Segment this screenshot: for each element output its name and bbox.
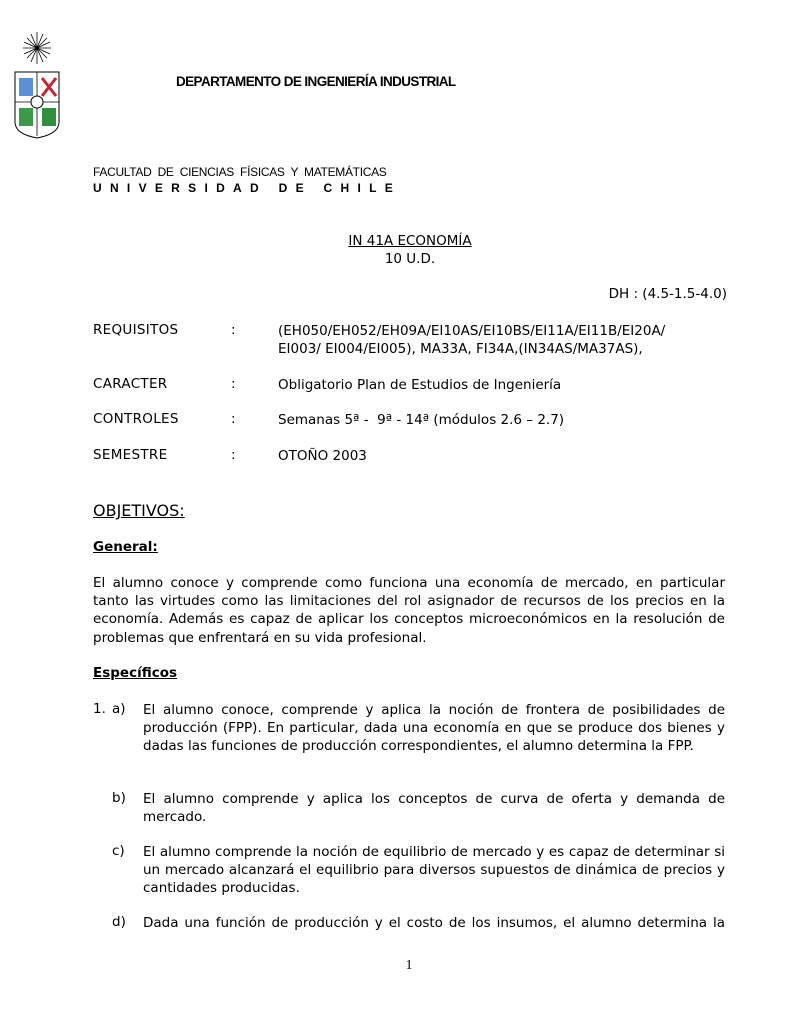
specific-item-d: Dada una función de producción y el costo de los insumos, el alumno determina la xyxy=(143,915,725,931)
course-title-text: IN 41A ECONOMÍA xyxy=(348,233,472,249)
page-number: 1 xyxy=(405,958,413,973)
item-letter: c) xyxy=(112,843,125,859)
info-value-line: (EH050/EH052/EH09A/EI10AS/EI10BS/EI11A/EI11B/EI20A/ xyxy=(278,323,666,339)
course-units: 10 U.D. xyxy=(384,251,436,267)
specific-heading: Específicos xyxy=(93,665,178,681)
item-letter: a) xyxy=(112,701,126,717)
info-colon: : xyxy=(231,376,236,392)
faculty-name: FACULTAD DE CIENCIAS FÍSICAS Y MATEMÁTICAS xyxy=(93,165,387,179)
university-coat-of-arms-icon xyxy=(12,30,62,140)
info-value-semestre: OTOÑO 2003 xyxy=(278,448,367,464)
info-label-controles: CONTROLES xyxy=(93,411,179,427)
item-letter: d) xyxy=(112,914,126,930)
info-label-requisitos: REQUISITOS xyxy=(93,322,179,338)
info-colon: : xyxy=(231,447,236,463)
info-label-caracter: CARACTER xyxy=(93,376,168,392)
specific-item-a: El alumno conoce, comprende y aplica la noción de frontera de posibilidades de producción (FPP). En particular, dada una economía en que se produce dos bienes y dadas las funciones de producción correspondientes, el alumno determina la FPP. xyxy=(143,702,725,755)
specific-item-c: El alumno comprende la noción de equilibrio de mercado y es capaz de determinar si un mercado alcanzará el equilibrio para diversos supuestos de dinámica de precios y cantidades producidas. xyxy=(143,844,725,897)
course-dh: DH : (4.5-1.5-4.0) xyxy=(608,286,727,302)
info-value-controles: Semanas 5ª - 9ª - 14ª (módulos 2.6 – 2.7) xyxy=(278,412,565,428)
info-colon: : xyxy=(231,411,236,427)
university-name: UNIVERSIDAD DE CHILE xyxy=(93,181,402,195)
item-letter: b) xyxy=(112,790,126,806)
course-title xyxy=(0,233,800,249)
item-number: 1. xyxy=(93,701,106,717)
info-value-caracter: Obligatorio Plan de Estudios de Ingeniería xyxy=(278,377,562,393)
specific-item-b: El alumno comprende y aplica los conceptos de curva de oferta y demanda de mercado. xyxy=(143,791,725,826)
general-text: El alumno conoce y comprende como funciona una economía de mercado, en particular tanto las virtudes como las limitaciones del rol asignador de recursos de los precios en la economía. Además es capaz de aplicar los conceptos microeconómicos en la resolución de problemas que enfrentará en su vida profesional. xyxy=(93,575,725,646)
department-name: DEPARTAMENTO DE INGENIERÍA INDUSTRIAL xyxy=(176,74,456,89)
info-value-requisitos xyxy=(278,322,665,358)
info-colon: : xyxy=(231,322,236,338)
info-value-line: EI003/ EI004/EI005), MA33A, FI34A,(IN34AS/MA37AS), xyxy=(278,341,643,357)
objectives-heading: OBJETIVOS: xyxy=(93,501,185,520)
general-heading: General: xyxy=(93,539,158,555)
info-label-semestre: SEMESTRE xyxy=(93,447,168,463)
